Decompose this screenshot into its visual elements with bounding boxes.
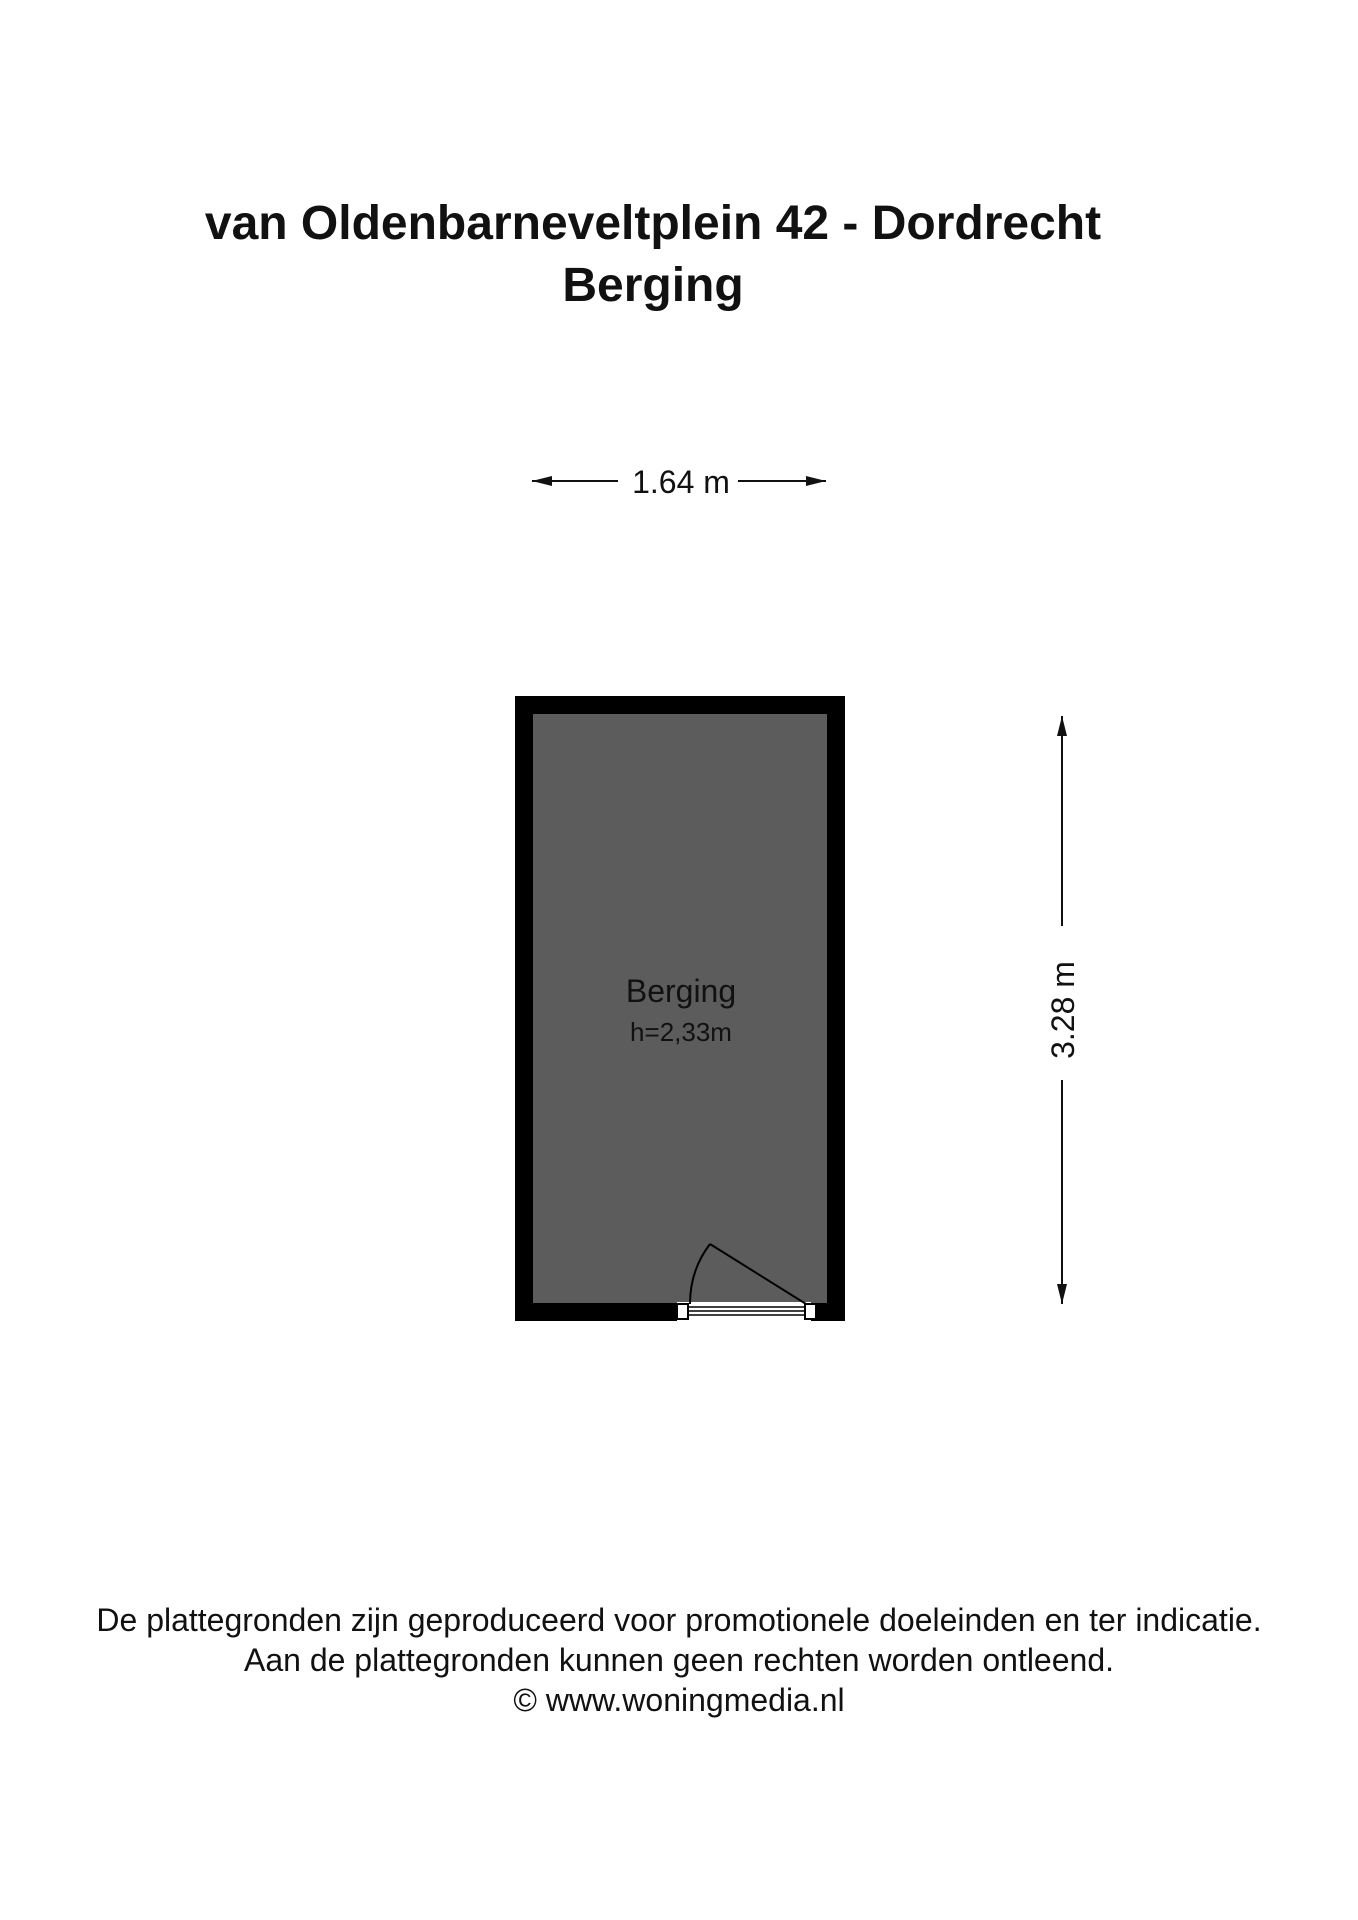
room-berging bbox=[515, 696, 845, 1321]
door-jamb-left bbox=[677, 1304, 688, 1319]
disclaimer-line-2: Aan de plattegronden kunnen geen rechten worden ontleend. bbox=[243, 1642, 1114, 1678]
width-dimension bbox=[532, 464, 826, 500]
depth-dimension-label: 3.28 m bbox=[1045, 961, 1081, 1059]
room-name-label: Berging bbox=[625, 973, 737, 1009]
door-jamb-right bbox=[805, 1304, 816, 1319]
plan-title-floor: Berging bbox=[562, 259, 744, 312]
room-height-label: h=2,33m bbox=[630, 1017, 732, 1047]
disclaimer-line-1: De plattegronden zijn geproduceerd voor promotionele doeleinden en ter indicatie. bbox=[96, 1602, 1262, 1638]
copyright-line: © www.woningmedia.nl bbox=[513, 1682, 845, 1718]
depth-dimension bbox=[1045, 716, 1081, 1304]
plan-title-address: van Oldenbarneveltplein 42 - Dordrecht bbox=[204, 197, 1102, 250]
width-dimension-label: 1.64 m bbox=[632, 464, 730, 500]
